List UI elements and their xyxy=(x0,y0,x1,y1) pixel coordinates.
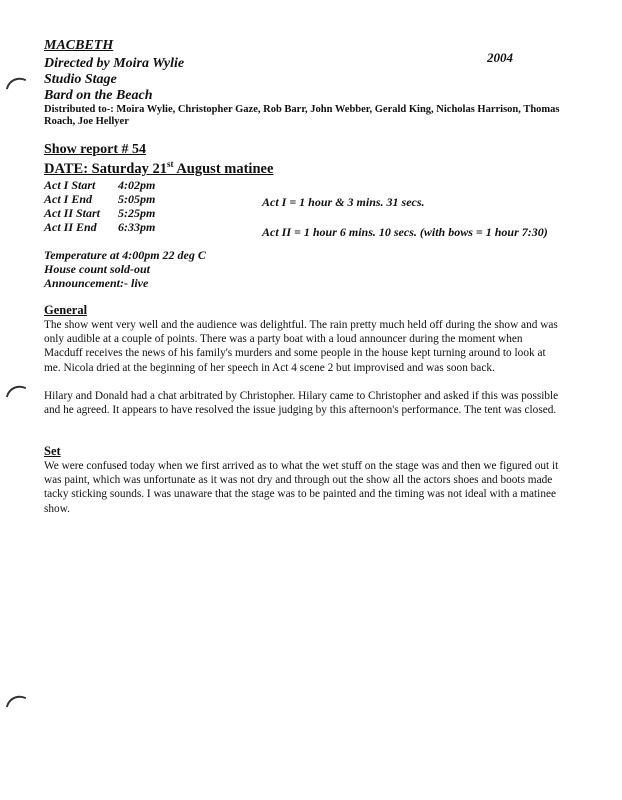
distribution-list: Distributed to-: Moira Wylie, Christopher Gaze, Rob Barr, John Webber, Gerald King, Nicholas Harrison, Thomas Roach, Joe Hellyer xyxy=(44,104,560,127)
general-paragraph-1: The show went very well and the audience was delightful. The rain pretty much held off during the show and was only audible at a couple of points. There was a party boat with a loud announcer during the moment when Macduff receives the news of his family's murders and some people in the house kept turning around to look at me. Nicola dried at the beginning of her speech in Act 4 scene 2 but improvised and was soon back. xyxy=(44,319,558,374)
timing-label: Act I End xyxy=(44,192,93,206)
report-date xyxy=(44,159,273,178)
report-date-sup: st xyxy=(167,159,174,169)
set-heading: Set xyxy=(44,444,61,458)
director-line: Directed by Moira Wylie xyxy=(44,56,185,71)
act2-duration: Act II = 1 hour 6 mins. 10 secs. (with bows = 1 hour 7:30) xyxy=(262,225,548,239)
temperature-line: Temperature at 4:00pm 22 deg C xyxy=(44,248,206,262)
timing-value: 5:25pm xyxy=(118,206,156,220)
venue-line: Studio Stage xyxy=(44,72,117,87)
house-count-line: House count sold-out xyxy=(44,262,151,276)
timing-label: Act I Start xyxy=(44,178,96,192)
act1-duration: Act I = 1 hour & 3 mins. 31 secs. xyxy=(262,195,425,209)
set-paragraph: We were confused today when we first arrived as to what the wet stuff on the stage was and then we figured out it was paint, which was unfortunate as it was not dry and through out the show all the actors shoes and boots made tacky sticking sounds. I was unaware that the stage was to be painted and the timing was not ideal with a matinee show. xyxy=(44,460,559,515)
binder-hole-mark-top xyxy=(6,74,27,95)
show-report-number: Show report # 54 xyxy=(44,142,147,157)
general-paragraph-2: Hilary and Donald had a chat arbitrated by Christopher. Hilary came to Christopher and asked if this was possible and he agreed. It appears to have resolved the issue judging by this afternoon's performance. The tent was closed. xyxy=(44,390,559,417)
timing-value: 4:02pm xyxy=(118,178,156,192)
report-year: 2004 xyxy=(487,50,513,65)
announcement-line: Announcement:- live xyxy=(44,276,149,290)
timing-label: Act II Start xyxy=(44,206,101,220)
production-title: MACBETH xyxy=(44,38,114,53)
report-date-prefix: DATE: Saturday 21 xyxy=(44,160,167,177)
binder-hole-mark-middle xyxy=(6,382,27,403)
general-heading: General xyxy=(44,303,88,317)
timing-label: Act II End xyxy=(44,220,97,234)
binder-hole-mark-bottom xyxy=(6,692,27,713)
timing-value: 5:05pm xyxy=(118,192,156,206)
festival-line: Bard on the Beach xyxy=(44,88,153,103)
timing-value: 6:33pm xyxy=(118,220,156,234)
report-date-suffix: August matinee xyxy=(173,160,274,177)
